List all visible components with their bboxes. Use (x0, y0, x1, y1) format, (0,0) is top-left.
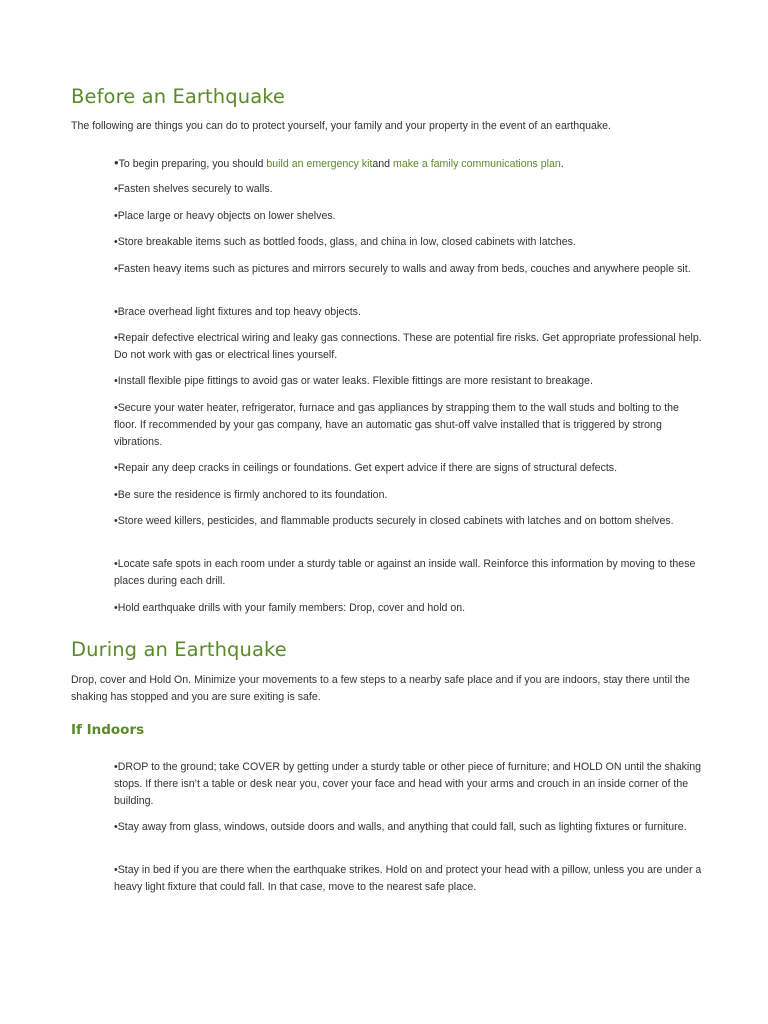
during-intro: Drop, cover and Hold On. Minimize your movements to a few steps to a nearby safe place and if you are indoors, stay there until the shaking has stopped and you are sure exiting is safe. (71, 674, 690, 703)
bullet-mark: • (114, 155, 119, 170)
indoors-item-1: •DROP to the ground; take COVER by getting under a sturdy table or other piece of furniture; and HOLD ON until the shaking stops. If there isn’t a table or desk near you, cover your face and head with your arms and crouch in an inside corner of the building. (114, 761, 702, 807)
during-earthquake-heading: During an Earthquake (71, 638, 287, 661)
before-item-13: •Locate safe spots in each room under a sturdy table or against an inside wall. Reinforce this information by moving to these places during each drill. (114, 558, 696, 587)
indoors-item-2: •Stay away from glass, windows, outside doors and walls, and anything that could fall, such as lighting fixtures or furniture. (114, 821, 687, 833)
before-item-9: •Secure your water heater, refrigerator, furnace and gas appliances by strapping them to the wall studs and bolting to the floor. If recommended by your gas company, have an automatic gas shut-off valve installed that is triggered by strong vibrations. (114, 402, 679, 448)
before-item-1-middle: and (372, 158, 394, 170)
before-item-5: •Fasten heavy items such as pictures and mirrors securely to walls and away from beds, couches and anywhere people sit. (114, 263, 691, 275)
before-item-14: •Hold earthquake drills with your family members: Drop, cover and hold on. (114, 602, 466, 614)
before-item-11: •Be sure the residence is firmly anchored to its foundation. (114, 489, 388, 501)
if-indoors-heading: If Indoors (71, 722, 145, 738)
before-item-1-prefix: To begin preparing, you should (118, 158, 267, 170)
family-communications-plan-link[interactable]: make a family communications plan (393, 158, 561, 170)
before-item-10: •Repair any deep cracks in ceilings or foundations. Get expert advice if there are signs of structural defects. (114, 462, 618, 474)
before-item-4: •Store breakable items such as bottled foods, glass, and china in low, closed cabinets with latches. (114, 236, 576, 248)
before-intro: The following are things you can do to protect yourself, your family and your property in the event of an earthquake. (71, 120, 612, 132)
before-item-1-suffix: . (560, 158, 564, 170)
before-item-2: •Fasten shelves securely to walls. (114, 183, 273, 195)
before-item-8: •Install flexible pipe fittings to avoid gas or water leaks. Flexible fittings are more resistant to breakage. (114, 375, 593, 387)
indoors-item-3: •Stay in bed if you are there when the earthquake strikes. Hold on and protect your head with a pillow, unless you are under a heavy light fixture that could fall. In that case, move to the nearest safe place. (114, 864, 702, 893)
build-emergency-kit-link[interactable]: build an emergency kit (266, 158, 373, 170)
before-item-7: •Repair defective electrical wiring and leaky gas connections. These are potential fire risks. Get appropriate professional help. Do not work with gas or electrical lines yourself. (114, 332, 702, 361)
before-item-6: •Brace overhead light fixtures and top heavy objects. (114, 306, 361, 318)
before-item-1 (114, 154, 704, 173)
before-item-12: •Store weed killers, pesticides, and flammable products securely in closed cabinets with latches and on bottom shelves. (114, 515, 674, 527)
before-earthquake-heading: Before an Earthquake (71, 85, 286, 108)
before-item-3: •Place large or heavy objects on lower shelves. (114, 210, 336, 222)
